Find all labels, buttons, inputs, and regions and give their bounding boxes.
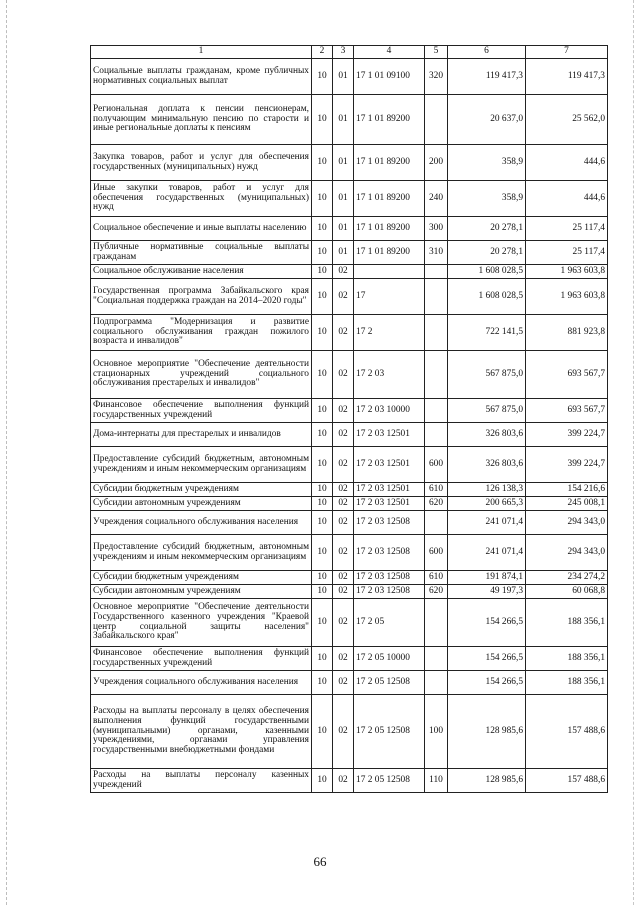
row-col-7: 188 356,1 [526,671,608,695]
row-col-6: 154 266,5 [448,599,526,647]
row-col-2: 10 [312,599,333,647]
row-col-4: 17 2 03 12508 [354,585,425,599]
row-col-3: 02 [333,695,354,769]
row-col-5 [425,351,448,399]
header-col-6: 6 [448,46,526,59]
row-col-6: 567 875,0 [448,399,526,423]
row-col-4: 17 1 01 89200 [354,145,425,181]
row-col-6: 326 803,6 [448,423,526,447]
row-col-4: 17 1 01 89200 [354,241,425,265]
row-col-2: 10 [312,695,333,769]
table-row [91,59,608,95]
row-col-6: 49 197,3 [448,585,526,599]
row-col-7: 188 356,1 [526,647,608,671]
row-col-5: 620 [425,585,448,599]
row-col-4: 17 2 05 12508 [354,671,425,695]
row-col-5 [425,599,448,647]
table-row [91,351,608,399]
table-row [91,95,608,145]
row-name: Субсидии бюджетным учреждениям [91,483,312,497]
row-col-3: 01 [333,241,354,265]
row-name: Публичные нормативные социальные выплаты гражданам [91,241,312,265]
row-col-7: 294 343,0 [526,511,608,535]
header-col-2: 2 [312,46,333,59]
row-col-6: 200 665,3 [448,497,526,511]
row-col-6: 722 141,5 [448,315,526,351]
row-col-3: 02 [333,571,354,585]
row-col-5 [425,511,448,535]
row-col-5: 600 [425,447,448,483]
row-col-5 [425,423,448,447]
row-col-7: 157 488,6 [526,695,608,769]
row-col-7: 1 963 603,8 [526,265,608,279]
row-col-4: 17 2 05 10000 [354,647,425,671]
row-col-2: 10 [312,217,333,241]
row-col-3: 02 [333,599,354,647]
page-number: 66 [313,854,327,869]
table-row [91,315,608,351]
header-col-7: 7 [526,46,608,59]
row-col-6: 358,9 [448,145,526,181]
row-col-5: 110 [425,769,448,793]
table-row [91,483,608,497]
row-col-6: 20 278,1 [448,217,526,241]
row-col-3: 02 [333,483,354,497]
page-edge-right [633,0,634,905]
row-col-6: 567 875,0 [448,351,526,399]
row-col-2: 10 [312,399,333,423]
row-col-3: 02 [333,265,354,279]
row-name: Основное мероприятие "Обеспечение деятельности стационарных учреждений социального обслуживания престарелых и инвалидов" [91,351,312,399]
row-col-5: 600 [425,535,448,571]
row-col-4: 17 2 [354,315,425,351]
row-col-3: 01 [333,145,354,181]
row-name: Расходы на выплаты персоналу казенных учреждений [91,769,312,793]
row-col-5: 300 [425,217,448,241]
row-col-6: 241 071,4 [448,535,526,571]
row-col-2: 10 [312,497,333,511]
row-col-4: 17 2 03 12508 [354,571,425,585]
row-col-6: 241 071,4 [448,511,526,535]
row-col-7: 693 567,7 [526,351,608,399]
row-col-4: 17 2 03 [354,351,425,399]
row-col-4: 17 2 05 12508 [354,695,425,769]
header-col-5: 5 [425,46,448,59]
row-col-7: 60 068,8 [526,585,608,599]
table-row [91,599,608,647]
row-col-2: 10 [312,241,333,265]
row-col-2: 10 [312,351,333,399]
row-col-6: 358,9 [448,181,526,217]
page-edge-left [6,0,7,905]
table-row [91,265,608,279]
row-col-5 [425,671,448,695]
row-col-3: 02 [333,647,354,671]
row-col-4: 17 2 03 12501 [354,447,425,483]
row-col-4: 17 2 03 12508 [354,535,425,571]
table-row [91,181,608,217]
row-col-5: 610 [425,483,448,497]
row-col-6: 20 637,0 [448,95,526,145]
row-col-4: 17 1 01 89200 [354,181,425,217]
row-col-6: 326 803,6 [448,447,526,483]
row-col-2: 10 [312,769,333,793]
table-row [91,497,608,511]
row-col-2: 10 [312,585,333,599]
row-col-3: 02 [333,399,354,423]
row-col-5: 320 [425,59,448,95]
row-name: Дома-интернаты для престарелых и инвалидов [91,423,312,447]
row-col-7: 444,6 [526,181,608,217]
row-col-5 [425,647,448,671]
row-name: Субсидии автономным учреждениям [91,497,312,511]
row-col-2: 10 [312,671,333,695]
row-col-4: 17 2 03 12501 [354,483,425,497]
row-name: Субсидии автономным учреждениям [91,585,312,599]
table-row [91,695,608,769]
row-col-6: 119 417,3 [448,59,526,95]
row-name: Региональная доплата к пенсии пенсионерам, получающим минимальную пенсию по старости и иные региональные доплаты к пенсиям [91,95,312,145]
row-col-5 [425,399,448,423]
row-col-5: 310 [425,241,448,265]
table-row [91,535,608,571]
row-name: Закупка товаров, работ и услуг для обеспечения государственных (муниципальных) нужд [91,145,312,181]
row-col-4: 17 2 05 12508 [354,769,425,793]
row-col-7: 234 274,2 [526,571,608,585]
row-col-6: 191 874,1 [448,571,526,585]
row-name: Основное мероприятие "Обеспечение деятельности Государственного казенного учреждения "Краевой центр социальной защиты населения" Забайкальского края" [91,599,312,647]
row-col-4: 17 1 01 09100 [354,59,425,95]
row-name: Учреждения социального обслуживания населения [91,671,312,695]
row-col-7: 157 488,6 [526,769,608,793]
row-name: Расходы на выплаты персоналу в целях обеспечения выполнения функций государственными (муниципальными) органами, казенными учреждениями, органами управления государственными внебюджетными фондами [91,695,312,769]
row-col-2: 10 [312,181,333,217]
row-col-3: 02 [333,511,354,535]
table-header-row [91,46,608,59]
row-col-2: 10 [312,315,333,351]
row-col-5: 610 [425,571,448,585]
row-name: Социальное обеспечение и иные выплаты населению [91,217,312,241]
header-col-4: 4 [354,46,425,59]
row-col-6: 128 985,6 [448,695,526,769]
row-name: Предоставление субсидий бюджетным, автономным учреждениям и иным некоммерческим организациям [91,535,312,571]
row-col-2: 10 [312,265,333,279]
row-col-6: 20 278,1 [448,241,526,265]
row-col-7: 245 008,1 [526,497,608,511]
table-row [91,279,608,315]
row-col-7: 25 117,4 [526,241,608,265]
row-col-6: 126 138,3 [448,483,526,497]
row-col-3: 01 [333,95,354,145]
row-col-3: 02 [333,671,354,695]
row-col-5 [425,279,448,315]
row-col-6: 154 266,5 [448,671,526,695]
budget-table [90,45,608,793]
row-col-4 [354,265,425,279]
row-name: Иные закупки товаров, работ и услуг для обеспечения государственных (муниципальных) нужд [91,181,312,217]
row-col-5 [425,315,448,351]
row-col-7: 881 923,8 [526,315,608,351]
row-col-6: 154 266,5 [448,647,526,671]
table-row [91,585,608,599]
table-row [91,217,608,241]
row-col-3: 02 [333,279,354,315]
row-col-2: 10 [312,647,333,671]
row-col-7: 444,6 [526,145,608,181]
row-col-5: 200 [425,145,448,181]
row-col-7: 1 963 603,8 [526,279,608,315]
row-col-4: 17 2 03 10000 [354,399,425,423]
row-col-2: 10 [312,59,333,95]
row-col-3: 02 [333,769,354,793]
table-row [91,571,608,585]
row-col-4: 17 1 01 89200 [354,217,425,241]
row-col-3: 01 [333,217,354,241]
table-row [91,145,608,181]
row-col-3: 02 [333,423,354,447]
row-col-7: 399 224,7 [526,423,608,447]
row-col-2: 10 [312,483,333,497]
row-name: Предоставление субсидий бюджетным, автономным учреждениям и иным некоммерческим организациям [91,447,312,483]
row-name: Финансовое обеспечение выполнения функций государственных учреждений [91,399,312,423]
row-col-3: 02 [333,315,354,351]
row-col-4: 17 2 03 12501 [354,423,425,447]
table-row [91,241,608,265]
row-col-7: 693 567,7 [526,399,608,423]
row-col-2: 10 [312,535,333,571]
header-col-1: 1 [91,46,312,59]
row-col-3: 01 [333,181,354,217]
row-col-4: 17 1 01 89200 [354,95,425,145]
row-col-3: 02 [333,535,354,571]
row-col-6: 128 985,6 [448,769,526,793]
row-col-4: 17 [354,279,425,315]
row-name: Социальное обслуживание населения [91,265,312,279]
row-col-6: 1 608 028,5 [448,265,526,279]
row-col-2: 10 [312,95,333,145]
row-col-2: 10 [312,571,333,585]
row-name: Государственная программа Забайкальского края "Социальная поддержка граждан на 2014–2020 годы" [91,279,312,315]
row-col-4: 17 2 05 [354,599,425,647]
row-col-3: 02 [333,351,354,399]
table-row [91,423,608,447]
row-col-3: 01 [333,59,354,95]
row-name: Подпрограмма "Модернизация и развитие социального обслуживания граждан пожилого возраста и инвалидов" [91,315,312,351]
table-row [91,399,608,423]
row-col-3: 02 [333,585,354,599]
row-col-7: 25 117,4 [526,217,608,241]
row-col-7: 294 343,0 [526,535,608,571]
header-col-3: 3 [333,46,354,59]
table-row [91,511,608,535]
table-row [91,647,608,671]
row-col-7: 154 216,6 [526,483,608,497]
row-col-5: 100 [425,695,448,769]
row-col-5 [425,95,448,145]
row-col-3: 02 [333,447,354,483]
table-body [91,59,608,793]
row-col-2: 10 [312,145,333,181]
row-col-2: 10 [312,511,333,535]
row-col-6: 1 608 028,5 [448,279,526,315]
row-name: Субсидии бюджетным учреждениям [91,571,312,585]
row-col-2: 10 [312,447,333,483]
row-col-2: 10 [312,423,333,447]
table-row [91,769,608,793]
row-col-7: 25 562,0 [526,95,608,145]
row-col-4: 17 2 03 12501 [354,497,425,511]
table-row [91,671,608,695]
row-name: Финансовое обеспечение выполнения функций государственных учреждений [91,647,312,671]
row-col-5 [425,265,448,279]
row-name: Учреждения социального обслуживания населения [91,511,312,535]
table-row [91,447,608,483]
row-col-7: 119 417,3 [526,59,608,95]
row-col-2: 10 [312,279,333,315]
row-col-5: 620 [425,497,448,511]
row-col-5: 240 [425,181,448,217]
row-col-7: 399 224,7 [526,447,608,483]
row-col-4: 17 2 03 12508 [354,511,425,535]
row-col-3: 02 [333,497,354,511]
row-name: Социальные выплаты гражданам, кроме публичных нормативных социальных выплат [91,59,312,95]
row-col-7: 188 356,1 [526,599,608,647]
